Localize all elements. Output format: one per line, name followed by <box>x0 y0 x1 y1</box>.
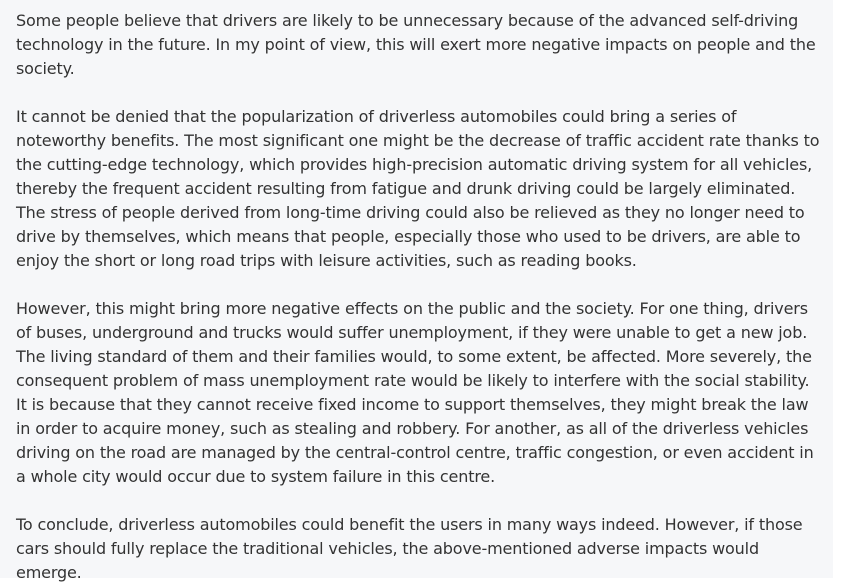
essay-paragraph-introduction: Some people believe that drivers are likely to be unnecessary because of the advanced self-driving technology in the future. In my point of view, this will exert more negative impacts on people and the society. <box>16 11 816 78</box>
essay-paragraph-conclusion: To conclude, driverless automobiles could benefit the users in many ways indeed. However, if those cars should fully replace the traditional vehicles, the above-mentioned adverse impacts would emerge. <box>16 515 803 582</box>
essay-paragraph-disadvantages: However, this might bring more negative effects on the public and the society. For one thing, drivers of buses, underground and trucks would suffer unemployment, if they were unable to get a new job. The living standard of them and their families would, to some extent, be affected. More severely, the consequent problem of mass unemployment rate would be likely to interfere with the social stability. It is because that they cannot receive fixed income to support themselves, they might break the law in order to acquire money, such as stealing and robbery. For another, as all of the driverless vehicles driving on the road are managed by the central-control centre, traffic congestion, or even accident in a whole city would occur due to system failure in this centre. <box>16 299 814 486</box>
essay-paragraph-advantages: It cannot be denied that the popularization of driverless automobiles could bring a series of noteworthy benefits. The most significant one might be the decrease of traffic accident rate thanks to the cutting-edge technology, which provides high-precision automatic driving system for all vehicles, thereby the frequent accident resulting from fatigue and drunk driving could be largely eliminated. The stress of people derived from long-time driving could also be relieved as they no longer need to drive by themselves, which means that people, especially those who used to be drivers, are able to enjoy the short or long road trips with leisure activities, such as reading books. <box>16 107 820 270</box>
